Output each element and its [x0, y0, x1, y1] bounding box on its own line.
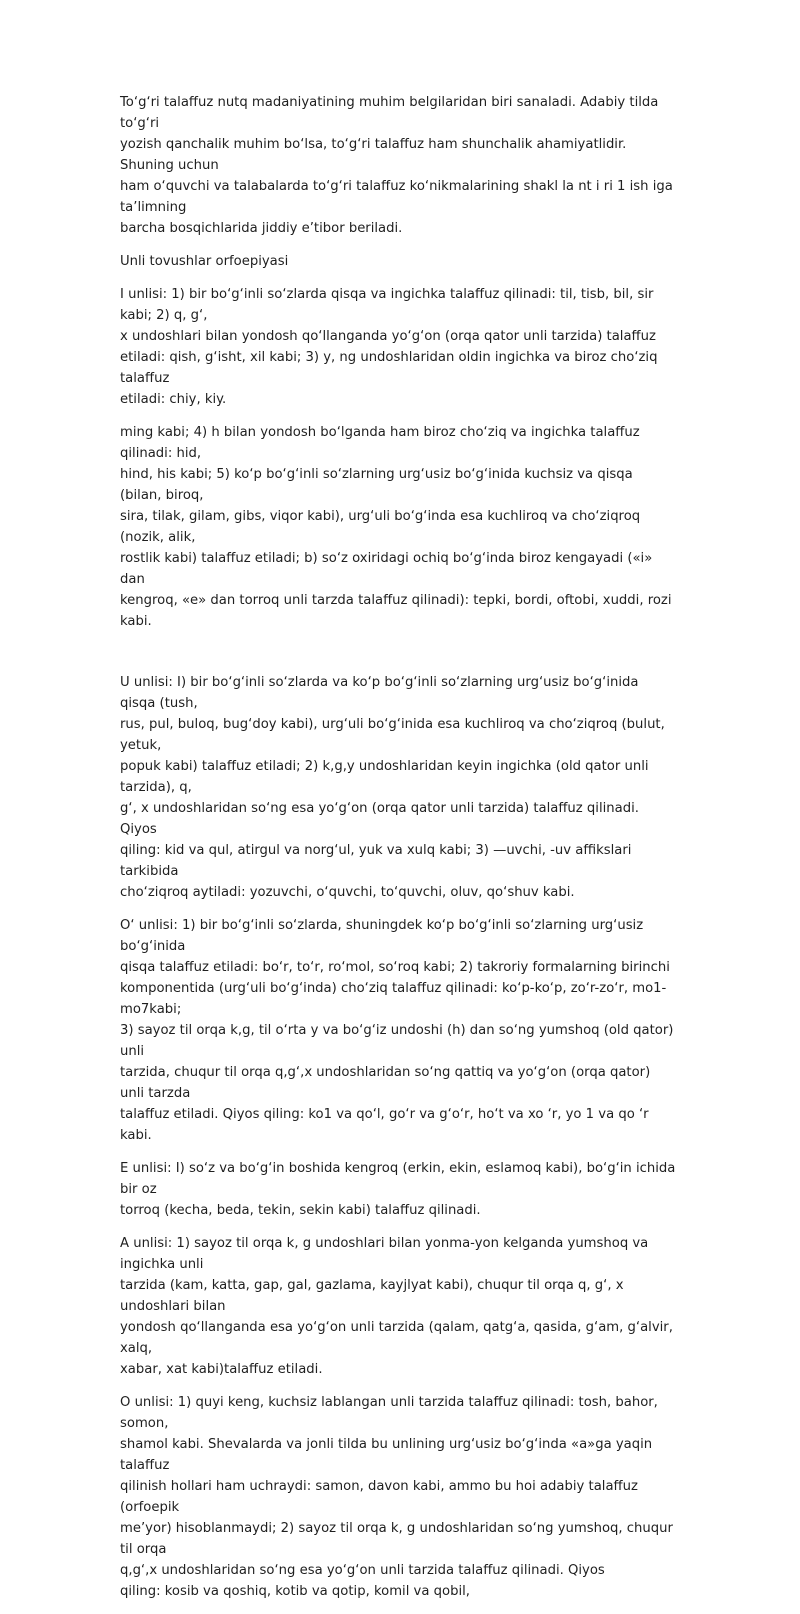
section-heading: Unli tovushlar orfoepiyasi	[120, 254, 289, 269]
paragraph-u-vowel: U unlisi: I) bir bo‘g‘inli so‘zlarda va ko‘p bo‘g‘inli so‘zlarning urg‘usiz bo‘g‘inida qisqa (tush, rus, pul, buloq, bug‘doy kabi), urg‘uli bo‘g‘inida esa kuchliroq va cho‘ziqroq (bulut, yetuk, popuk kabi) talaffuz etiladi; 2) k,g,y undoshlaridan keyin ingichka (old qator unli tarzida), q, g‘, x undoshlaridan so‘ng esa yo‘g‘on (orqa qator unli tarzida) talaffuz qilinadi. Qiyos qiling: kid va qul, atirgul va norg‘ul, yuk va xulq kabi; 3) —uvchi, -uv affikslari tarkibida cho‘ziqroq aytiladi: yozuvchi, o‘quvchi, to‘quvchi, oluv, qo‘shuv kabi.	[120, 675, 665, 900]
paragraph-o-apostrophe-vowel: O‘ unlisi: 1) bir bo‘g‘inli so‘zlarda, shuningdek ko‘p bo‘g‘inli so‘zlarning urg‘usiz bo‘g‘inida qisqa talaffuz etiladi: bo‘r, to‘r, ro‘mol, so‘roq kabi; 2) takroriy formalarning birinchi komponentida (urg‘uli bo‘g‘inda) cho‘ziq talaffuz qilinadi: ko‘p-ko‘p, zo‘r-zo‘r, mo1-mo7kabi; 3) sayoz til orqa k,g, til o‘rta y va bo‘g‘iz undoshi (h) dan so‘ng yumshoq (old qator) unli tarzida, chuqur til orqa q,g‘,x undoshlaridan so‘ng qattiq va yo‘g‘on (orqa qator) unli tarzda talaffuz etiladi. Qiyos qiling: ko1 va qo‘l, go‘r va g‘o‘r, ho‘t va xo ‘r, yo 1 va qo ‘r kabi.	[120, 918, 674, 1143]
document-page	[120, 92, 676, 1614]
intro-paragraph: To‘g‘ri talaffuz nutq madaniyatining muhim belgilaridan biri sanaladi. Adabiy tilda to‘g‘ri yozish qanchalik muhim bo‘lsa, to‘g‘ri talaffuz ham shunchalik ahamiyatlidir. Shuning uchun ham o‘quvchi va talabalarda to‘g‘ri talaffuz ko‘nikmalarining shakl la nt i ri 1 ish iga ta’limning barcha bosqichlarida jiddiy e’tibor beriladi.	[120, 95, 673, 236]
paragraph-i-vowel: I unlisi: 1) bir bo‘g‘inli so‘zlarda qisqa va ingichka talaffuz qilinadi: til, tisb, bil, sir kabi; 2) q, g‘, x undoshlari bilan yondosh qo‘llanganda yo‘g‘on (orqa qator unli tarzida) talaffuz etiladi: qish, g‘isht, xil kabi; 3) y, ng undoshlaridan oldin ingichka va biroz cho‘ziq talaffuz etiladi: chiy, kiy.	[120, 287, 658, 407]
paragraph-o-vowel: O unlisi: 1) quyi keng, kuchsiz lablangan unli tarzida talaffuz qilinadi: tosh, bahor, somon, shamol kabi. Shevalarda va jonli tilda bu unlining urg‘usiz bo‘g‘inda «a»ga yaqin talaffuz qilinish hollari ham uchraydi: samon, davon kabi, ammo bu hoi adabiy talaffuz (orfoepik me’yor) hisoblanmaydi; 2) sayoz til orqa k, g undoshlaridan so‘ng yumshoq, chuqur til orqa q,g‘,x undoshlaridan so‘ng esa yo‘g‘on unli tarzida talaffuz qilinadi. Qiyos qiling: kosib va qoshiq, kotib va qotip, komil va qobil,	[120, 1395, 673, 1599]
paragraph-a-vowel: A unlisi: 1) sayoz til orqa k, g undoshlari bilan yonma-yon kelganda yumshoq va ingichka unli tarzida (kam, katta, gap, gal, gazlama, kayjlyat kabi), chuqur til orqa q, g‘, x undoshlari bilan yondosh qo‘llanganda esa yo‘g‘on unli tarzida (qalam, qatg‘a, qasida, g‘am, g‘alvir, xalq, xabar, xat kabi)talaffuz etiladi.	[120, 1236, 673, 1377]
paragraph-e-vowel: E unlisi: I) so‘z va bo‘g‘in boshida kengroq (erkin, ekin, eslamoq kabi), bo‘g‘in ichida bir oz torroq (kecha, beda, tekin, sekin kabi) talaffuz qilinadi.	[120, 1161, 676, 1218]
paragraph-i-vowel-continued: ming kabi; 4) h bilan yondosh bo‘lganda ham biroz cho‘ziq va ingichka talaffuz qilinadi: hid, hind, his kabi; 5) ko‘p bo‘g‘inli so‘zlarning urg‘usiz bo‘g‘inida kuchsiz va qisqa (bilan, biroq, sira, tilak, gilam, gibs, viqor kabi), urg‘uli bo‘g‘inda esa kuchliroq va cho‘ziqroq (nozik, alik, rostlik kabi) talaffuz etiladi; b) so‘z oxiridagi ochiq bo‘g‘inda biroz kengayadi («i» dan kengroq, «e» dan torroq unli tarzda talaffuz qilinadi): tepki, bordi, oftobi, xuddi, rozi kabi.	[120, 425, 672, 629]
